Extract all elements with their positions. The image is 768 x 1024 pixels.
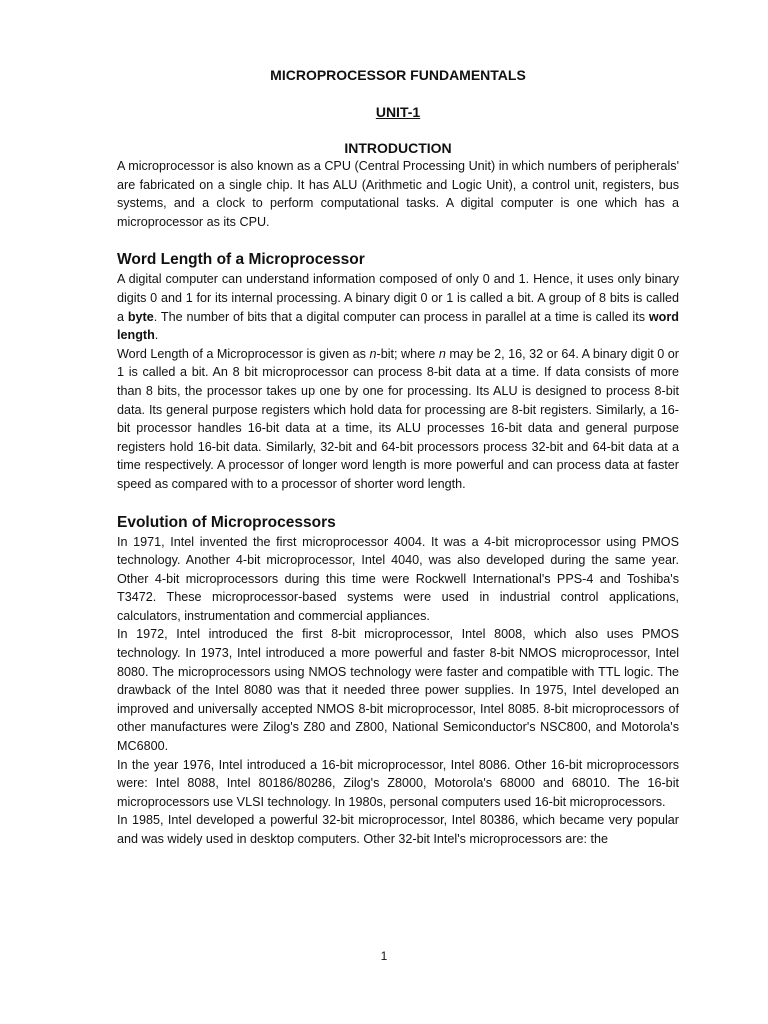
document-title: MICROPROCESSOR FUNDAMENTALS xyxy=(270,67,526,83)
text-run: Word Length of a Microprocessor is given as xyxy=(117,346,370,361)
section-heading-evolution: Evolution of Microprocessors xyxy=(117,513,336,531)
bold-term-byte: byte xyxy=(127,309,154,324)
word-length-paragraph-1 xyxy=(117,270,679,344)
section-heading-word-length: Word Length of a Microprocessor xyxy=(117,251,365,269)
unit-heading: UNIT-1 xyxy=(375,104,421,120)
evolution-paragraph-1971: In 1971, Intel invented the first microprocessor 4004. It was a 4-bit microprocessor using PMOS technology. Another 4-bit microprocessor, Intel 4040, was also developed during the same year. Other 4-bit microprocessors during this time were Rockwell International's PPS-4 and Toshiba's T3472. These microprocessor-based systems were used in industrial control applications, calculators, instrumentation and commercial appliances. xyxy=(117,534,679,623)
text-run: may be 2, 16, 32 or 64. A binary digit 0 or 1 is called a bit. An 8 bit microprocessor can process 8-bit data at a time. If data consists of more than 8 bits, the processor takes up one by one for processing. Its ALU is designed to process 8-bit data. Its general purpose registers which hold data for processing are 8-bit registers. Similarly, a 16-bit processor handles 16-bit data at a time, its ALU processes 16-bit data and general purpose registers hold 16-bit data. Similarly, 32-bit and 64-bit processors process 32-bit and 64-bit data at a time respectively. A processor of longer word length is more powerful and can process data at faster speed as compared with to a processor of shorter word length. xyxy=(117,346,679,491)
bold-term-word-length: word length xyxy=(117,309,679,343)
page-number: 1 xyxy=(380,949,388,963)
italic-n: n xyxy=(369,346,377,361)
evolution-paragraph-1972: In 1972, Intel introduced the first 8-bit microprocessor, Intel 8008, which also uses PMOS technology. In 1973, Intel introduced a more powerful and faster 8-bit NMOS microprocessor, Intel 8080. The microprocessors using NMOS technology were faster and compatible with TTL logic. The drawback of the Intel 8080 was that it needed three power supplies. In 1975, Intel developed an improved and universally accepted NMOS 8-bit microprocessor, Intel 8085. 8-bit microprocessors of other manufactures were Zilog's Z80 and Z800, National Semiconductor's NSC800, and Motorola's MC6800. xyxy=(117,627,679,754)
intro-paragraph: A microprocessor is also known as a CPU (Central Processing Unit) in which numbers of peripherals' are fabricated on a single chip. It has ALU (Arithmetic and Logic Unit), a control unit, registers, bus systems, and a clock to perform computational tasks. A digital computer is one which has a microprocessor as its CPU. xyxy=(117,159,679,229)
document-page xyxy=(117,66,679,849)
italic-n: n xyxy=(438,346,446,361)
text-run: . xyxy=(154,328,159,343)
text-run: . The number of bits that a digital computer can process in parallel at a time is called its xyxy=(153,309,649,324)
evolution-paragraph-1976: In the year 1976, Intel introduced a 16-bit microprocessor, Intel 8086. Other 16-bit microprocessors were: Intel 8088, Intel 80186/80286, Zilog's Z8000, Motorola's 68000 and 68010. The 16-bit microprocessors use VLSI technology. In 1980s, personal computers used 16-bit microprocessors. xyxy=(117,757,679,809)
text-run: A digital computer can understand information composed of only 0 and 1. Hence, it uses only binary digits 0 and 1 for its internal processing. A binary digit 0 or 1 is called a bit. A group of 8 bits is called a xyxy=(117,272,679,324)
word-length-paragraph-2 xyxy=(117,345,679,494)
text-run: -bit; where xyxy=(376,346,439,361)
evolution-paragraph-1985: In 1985, Intel developed a powerful 32-bit microprocessor, Intel 80386, which became very popular and was widely used in desktop computers. Other 32-bit Intel's microprocessors are: the xyxy=(117,813,679,846)
chapter-heading: INTRODUCTION xyxy=(344,140,452,156)
